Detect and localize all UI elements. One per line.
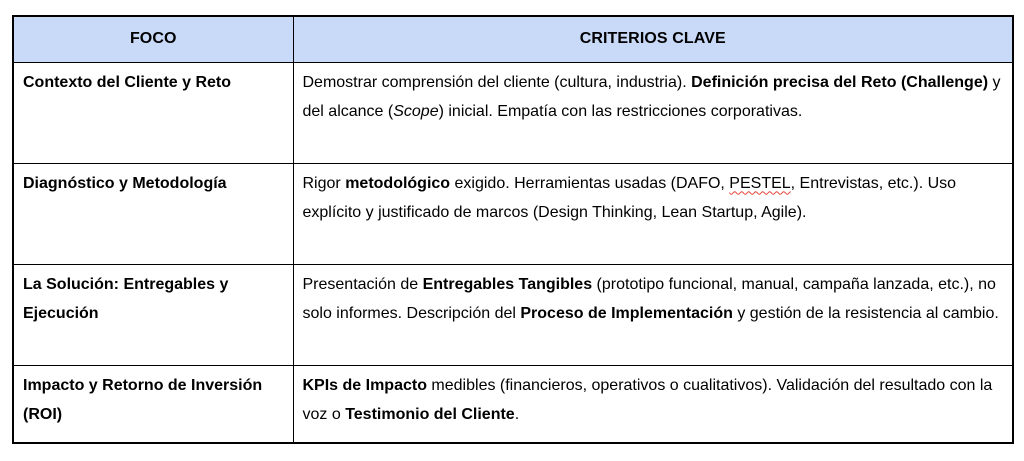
table-row [13, 365, 1013, 443]
text-segment: Scope [393, 102, 439, 120]
text-segment: PESTEL [729, 174, 791, 192]
text-segment: ) inicial. Empatía con las restricciones corporativas. [438, 102, 803, 120]
text-segment: exigido. Herramientas usadas (DAFO, [450, 174, 730, 192]
text-segment: KPIs de Impacto [302, 376, 427, 394]
table-row [13, 62, 1013, 163]
foco-cell: La Solución: Entregables y Ejecución [13, 264, 293, 365]
text-segment: . [514, 405, 520, 423]
table-header [13, 16, 1013, 62]
text-segment: (prototipo funcional, manual, campaña lanzada, etc.), no solo informes. Descripción del [302, 275, 996, 322]
text-segment: y del alcance ( [302, 73, 1001, 120]
text-segment: y gestión de la resistencia al cambio. [732, 304, 999, 322]
criterios-cell [293, 264, 1013, 365]
table-row [13, 163, 1013, 264]
text-segment: Entregables Tangibles [422, 275, 593, 293]
column-header-foco: FOCO [13, 16, 293, 62]
text-segment: Proceso de Implementación [520, 304, 733, 322]
criterios-cell [293, 163, 1013, 264]
table-row [13, 264, 1013, 365]
criterios-cell [293, 365, 1013, 443]
foco-cell: Diagnóstico y Metodología [13, 163, 293, 264]
foco-cell: Impacto y Retorno de Inversión (ROI) [13, 365, 293, 443]
foco-cell: Contexto del Cliente y Reto [13, 62, 293, 163]
text-segment: medibles (financieros, operativos o cualitativos). Validación del resultado con la voz o [302, 376, 993, 423]
text-segment: Demostrar comprensión del cliente (cultura, industria). [302, 73, 692, 91]
text-segment: metodológico [345, 174, 451, 192]
header-row [13, 16, 1013, 62]
table-body [13, 62, 1013, 443]
criteria-table [12, 15, 1014, 444]
text-segment: Testimonio del Cliente [345, 405, 515, 423]
text-segment: , Entrevistas, etc.). Uso explícito y justificado de marcos (Design Thinking, Lean Startup, Agile). [302, 174, 957, 221]
text-segment: Rigor [302, 174, 346, 192]
text-segment: Presentación de [302, 275, 423, 293]
criterios-cell [293, 62, 1013, 163]
text-segment: Definición precisa del Reto (Challenge) [691, 73, 989, 91]
column-header-criterios-clave: CRITERIOS CLAVE [293, 16, 1013, 62]
